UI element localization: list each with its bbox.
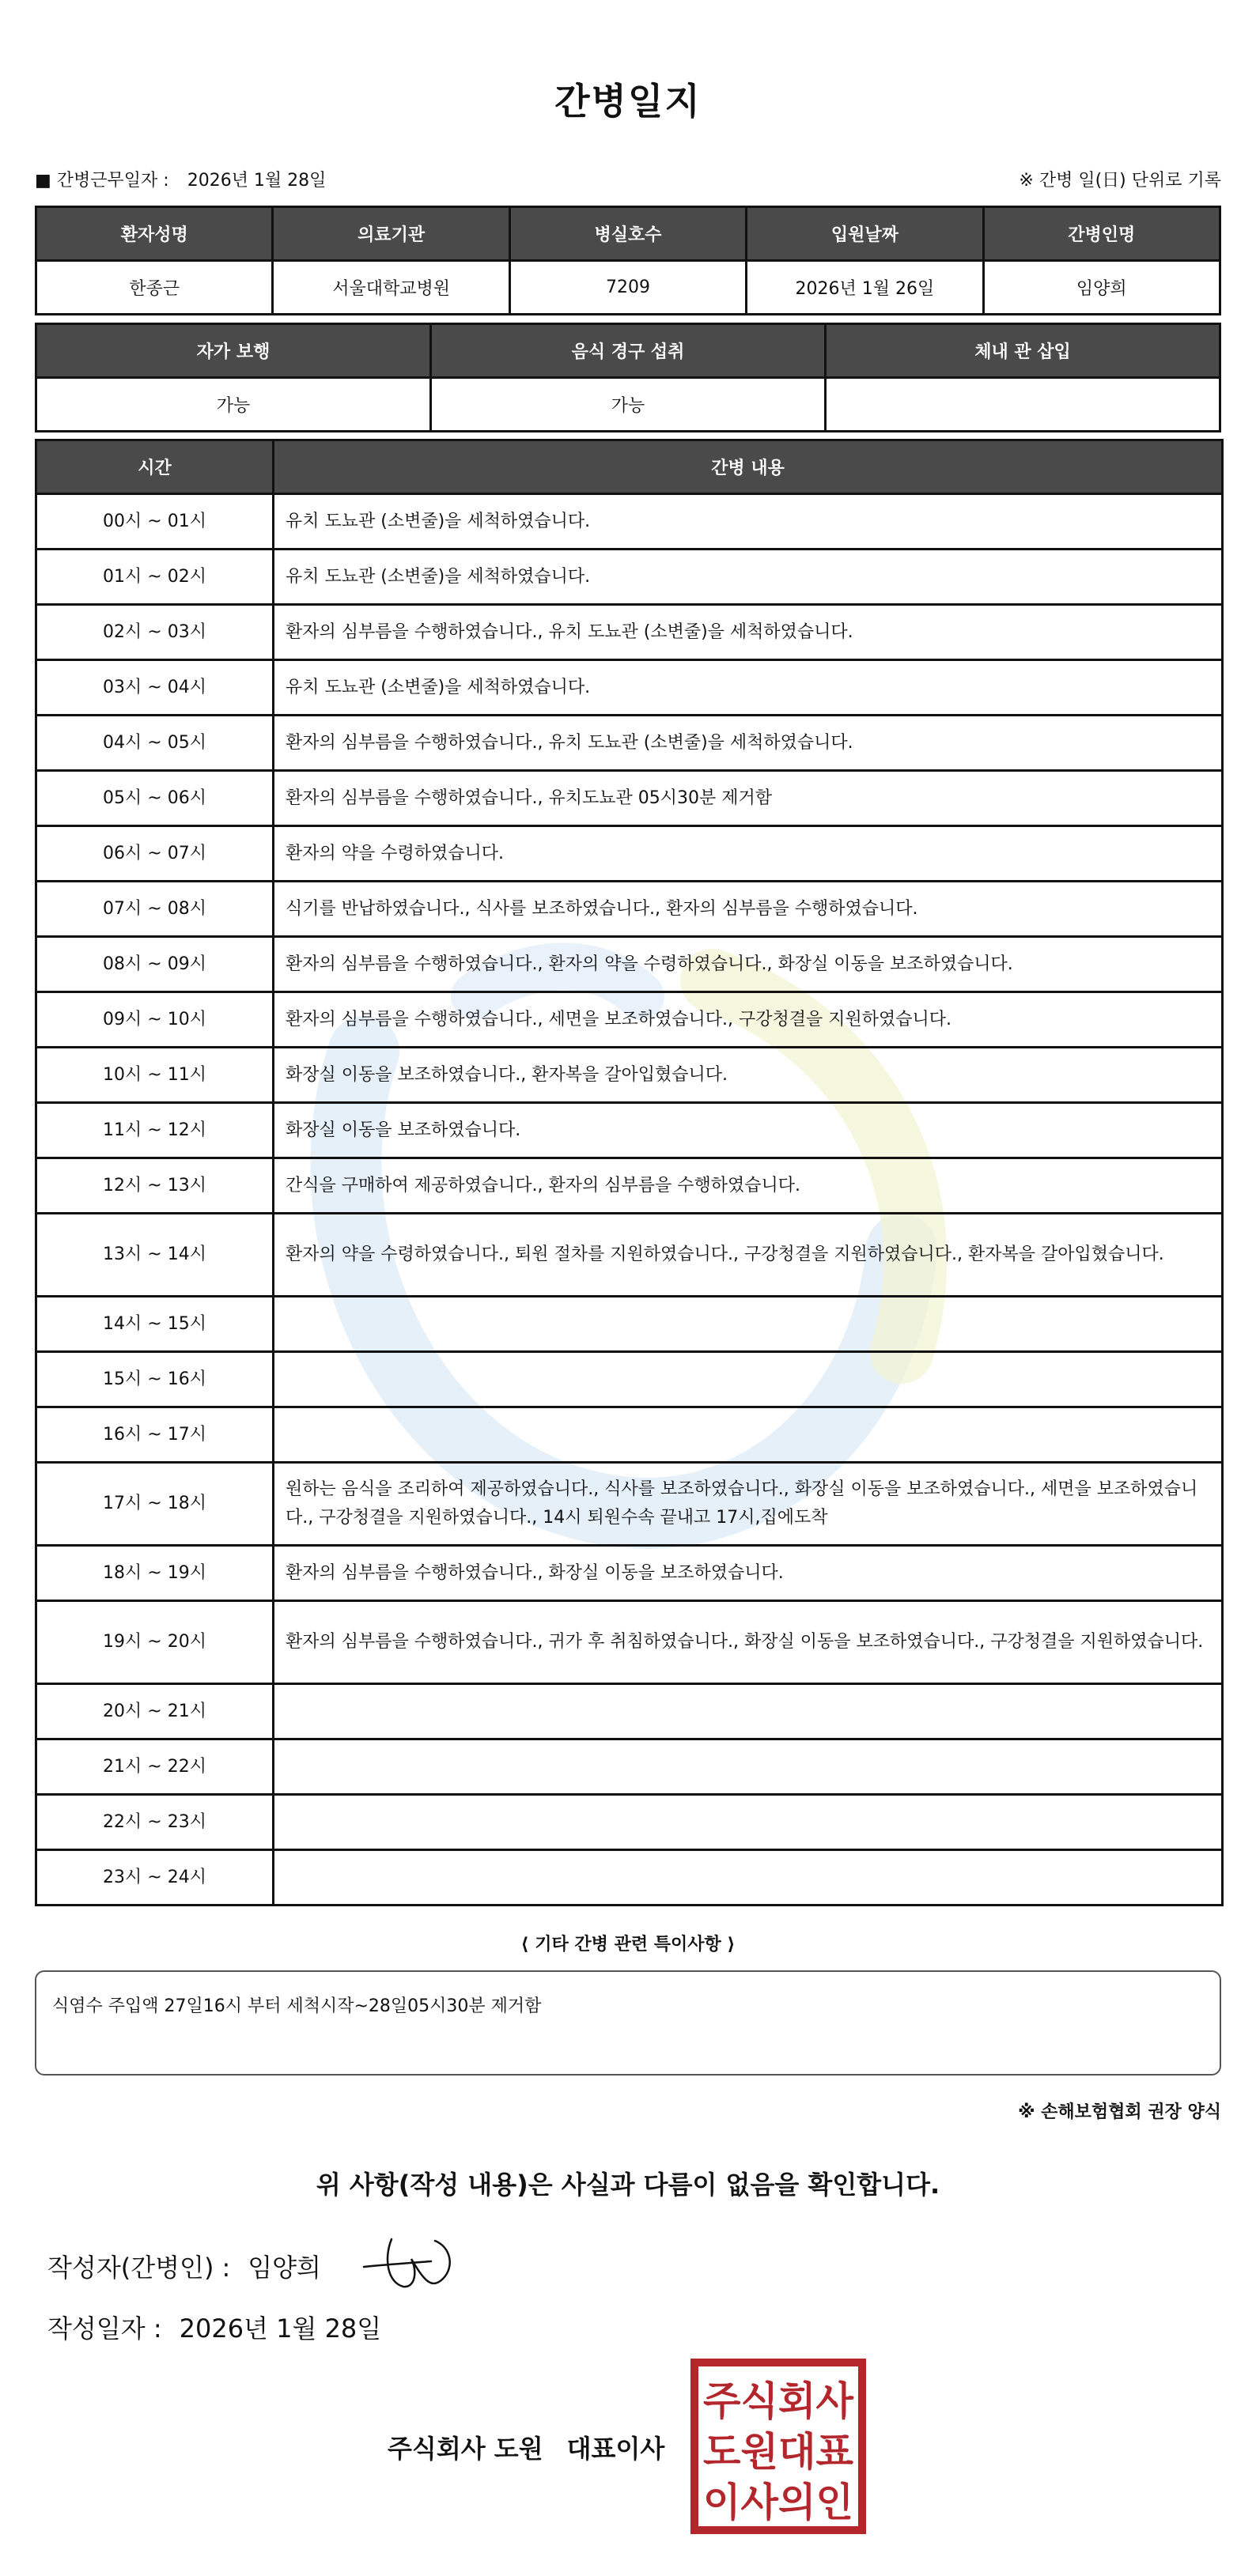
content-cell [274,1850,1223,1906]
time-cell: 14시 ~ 15시 [36,1297,274,1352]
company-line [388,2429,664,2465]
self-walking-value: 가능 [36,378,431,432]
care-log-header-row [36,440,1223,494]
time-cell: 06시 ~ 07시 [36,826,274,882]
content-cell [274,1407,1223,1463]
table-row [36,771,1223,826]
time-cell: 02시 ~ 03시 [36,605,274,660]
time-cell: 17시 ~ 18시 [36,1463,274,1546]
care-date-value: 2026년 1월 28일 [187,171,327,191]
patient-info-value-row [36,261,1220,315]
writer-line [47,2248,321,2284]
writer-name: 임양희 [248,2253,321,2283]
document-title: 간병일지 [554,80,702,123]
table-row [36,826,1223,882]
content-cell: 환자의 심부름을 수행하였습니다., 세면을 보조하였습니다., 구강청결을 지원하였습니다. [274,992,1223,1048]
time-cell: 08시 ~ 09시 [36,937,274,992]
patient-status-table [35,323,1221,432]
time-cell: 09시 ~ 10시 [36,992,274,1048]
oral-intake-value: 가능 [431,378,826,432]
writer-separator: : [221,2253,231,2283]
time-cell: 23시 ~ 24시 [36,1850,274,1906]
table-row [36,1850,1223,1906]
header-admission-date: 입원날짜 [747,207,983,261]
table-row [36,716,1223,771]
time-cell: 04시 ~ 05시 [36,716,274,771]
table-row [36,1684,1223,1739]
care-date [35,167,326,191]
content-cell: 유치 도뇨관 (소변줄)을 세척하였습니다. [274,660,1223,716]
hospital-name: 서울대학교병원 [273,261,509,315]
content-cell [274,1297,1223,1352]
table-row [36,992,1223,1048]
confirmation-statement: 위 사항(작성 내용)은 사실과 다름이 없음을 확인합니다. [316,2170,940,2200]
table-row [36,1214,1223,1297]
written-date-label: 작성일자 : [47,2313,162,2344]
table-row [36,1352,1223,1407]
table-row [36,494,1223,550]
special-notes-box [35,1970,1221,2076]
table-row [36,937,1223,992]
handwritten-signature [356,2223,475,2302]
written-date-line [47,2309,381,2345]
time-cell: 21시 ~ 22시 [36,1739,274,1795]
header-time: 시간 [36,440,274,494]
record-unit-note: ※ 간병 일(日) 단위로 기록 [1019,171,1221,191]
content-cell: 환자의 약을 수령하였습니다. [274,826,1223,882]
content-cell: 환자의 심부름을 수행하였습니다., 화장실 이동을 보조하였습니다. [274,1546,1223,1601]
company-seal-stamp [690,2358,867,2535]
content-cell [274,1684,1223,1739]
time-cell: 13시 ~ 14시 [36,1214,274,1297]
content-cell: 유치 도뇨관 (소변줄)을 세척하였습니다. [274,494,1223,550]
svg-text:주식회사: 주식회사 [703,2378,854,2424]
svg-text:이사의인: 이사의인 [703,2480,853,2525]
special-notes-text: 식염수 주입액 27일16시 부터 세척시작~28일05시30분 제거함 [52,1996,542,2016]
time-cell: 01시 ~ 02시 [36,550,274,605]
caregiver-name: 임양희 [983,261,1220,315]
admission-date: 2026년 1월 26일 [747,261,983,315]
table-row [36,1297,1223,1352]
content-cell [274,1739,1223,1795]
patient-info-header-row [36,207,1220,261]
time-cell: 19시 ~ 20시 [36,1601,274,1684]
content-cell: 환자의 심부름을 수행하였습니다., 유치도뇨관 05시30분 제거함 [274,771,1223,826]
table-row [36,1739,1223,1795]
table-row [36,550,1223,605]
time-cell: 00시 ~ 01시 [36,494,274,550]
status-value-row [36,378,1220,432]
table-row [36,1601,1223,1684]
special-notes-title: ⟨ 기타 간병 관련 특이사항 ⟩ [520,1935,736,1955]
time-cell: 18시 ~ 19시 [36,1546,274,1601]
time-cell: 16시 ~ 17시 [36,1407,274,1463]
content-cell [274,1795,1223,1850]
header-tube-insertion: 체내 관 삽입 [826,324,1220,378]
time-cell: 22시 ~ 23시 [36,1795,274,1850]
table-row [36,1795,1223,1850]
content-cell: 환자의 심부름을 수행하였습니다., 귀가 후 취침하였습니다., 화장실 이동을 보조하였습니다., 구강청결을 지원하였습니다. [274,1601,1223,1684]
header-care-content: 간병 내용 [274,440,1223,494]
time-cell: 20시 ~ 21시 [36,1684,274,1739]
content-cell [274,1352,1223,1407]
table-row [36,605,1223,660]
care-date-label: ■ 간병근무일자 : [35,171,169,191]
content-cell: 원하는 음식을 조리하여 제공하였습니다., 식사를 보조하였습니다., 화장실 이동을 보조하였습니다., 세면을 보조하였습니다., 구강청결을 지원하였습니다., 14시 퇴원수속 끝내고 17시,집에도착 [274,1463,1223,1546]
time-cell: 05시 ~ 06시 [36,771,274,826]
header-hospital: 의료기관 [273,207,509,261]
tube-insertion-value [826,378,1220,432]
table-row [36,1158,1223,1214]
written-date-value: 2026년 1월 28일 [179,2313,382,2344]
time-cell: 10시 ~ 11시 [36,1048,274,1103]
svg-text:도원대표: 도원대표 [703,2429,854,2475]
header-patient-name: 환자성명 [36,207,273,261]
content-cell: 화장실 이동을 보조하였습니다., 환자복을 갈아입혔습니다. [274,1048,1223,1103]
patient-info-table [35,206,1221,315]
table-row [36,1103,1223,1158]
content-cell: 식기를 반납하였습니다., 식사를 보조하였습니다., 환자의 심부름을 수행하였습니다. [274,882,1223,937]
patient-name: 한종근 [36,261,273,315]
time-cell: 11시 ~ 12시 [36,1103,274,1158]
table-row [36,660,1223,716]
writer-label: 작성자(간병인) [47,2253,214,2283]
header-self-walking: 자가 보행 [36,324,431,378]
content-cell: 유치 도뇨관 (소변줄)을 세척하였습니다. [274,550,1223,605]
table-row [36,1546,1223,1601]
header-room-number: 병실호수 [509,207,746,261]
content-cell: 환자의 심부름을 수행하였습니다., 유치 도뇨관 (소변줄)을 세척하였습니다. [274,716,1223,771]
time-cell: 03시 ~ 04시 [36,660,274,716]
table-row [36,882,1223,937]
header-oral-intake: 음식 경구 섭취 [431,324,826,378]
table-row [36,1463,1223,1546]
content-cell: 환자의 약을 수령하였습니다., 퇴원 절차를 지원하였습니다., 구강청결을 지원하였습니다., 환자복을 갈아입혔습니다. [274,1214,1223,1297]
status-header-row [36,324,1220,378]
time-cell: 15시 ~ 16시 [36,1352,274,1407]
representative-title: 대표이사 [566,2434,665,2464]
time-cell: 12시 ~ 13시 [36,1158,274,1214]
time-cell: 07시 ~ 08시 [36,882,274,937]
content-cell: 환자의 심부름을 수행하였습니다., 유치 도뇨관 (소변줄)을 세척하였습니다. [274,605,1223,660]
content-cell: 간식을 구매하여 제공하였습니다., 환자의 심부름을 수행하였습니다. [274,1158,1223,1214]
form-source-note: ※ 손해보험협회 권장 양식 [1018,2102,1221,2122]
table-row [36,1048,1223,1103]
room-number: 7209 [509,261,746,315]
company-name: 주식회사 도원 [388,2434,543,2464]
content-cell: 환자의 심부름을 수행하였습니다., 환자의 약을 수령하였습니다., 화장실 이동을 보조하였습니다. [274,937,1223,992]
content-cell: 화장실 이동을 보조하였습니다. [274,1103,1223,1158]
table-row [36,1407,1223,1463]
header-caregiver-name: 간병인명 [983,207,1220,261]
care-log-table [35,439,1224,1906]
